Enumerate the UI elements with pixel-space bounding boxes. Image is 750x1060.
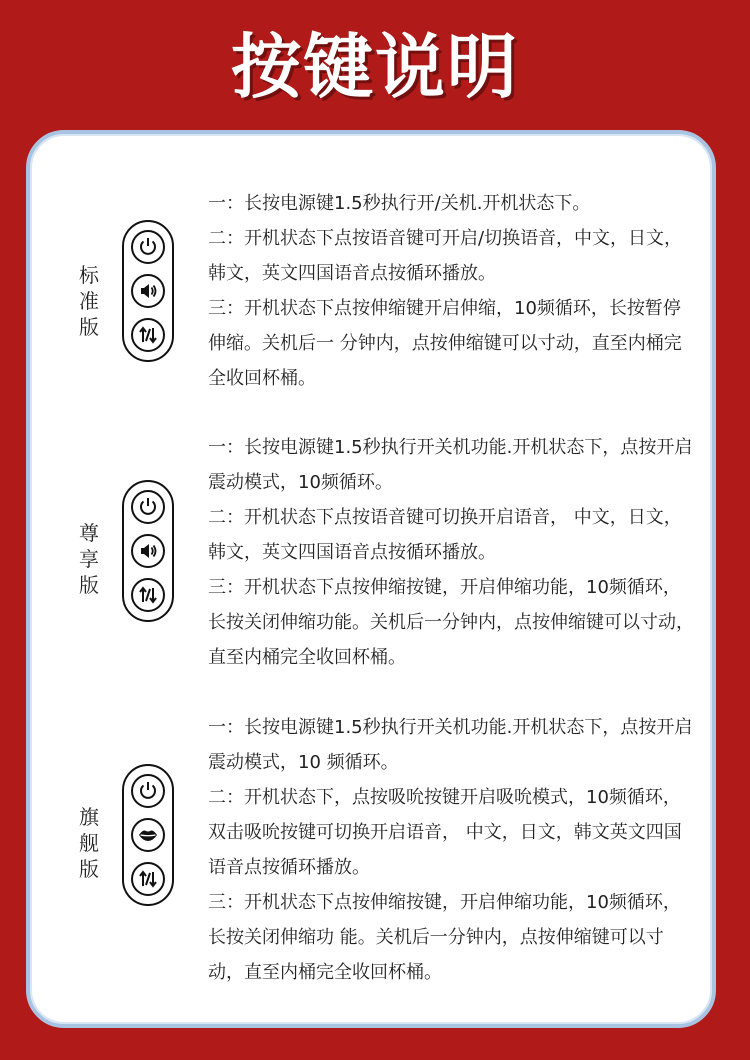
lips-icon (131, 818, 165, 852)
section-label: 旗舰版 (79, 805, 99, 881)
instruction-line: 二：开机状态下，点按吸吮按键开启吸吮模式，10频循环，双击吸吮按键可切换开启语音， 中文，日文，韩文英文四国语音点按循环播放。 (208, 787, 682, 878)
section-label: 标准版 (79, 263, 99, 339)
instruction-card (26, 130, 716, 1028)
power-icon (131, 490, 165, 524)
speaker-icon (131, 534, 165, 568)
instruction-line: 一：长按电源键1.5秒执行开/关机.开机状态下。 (208, 193, 591, 214)
section-text (208, 430, 694, 675)
telescopic-icon (131, 862, 165, 896)
telescopic-icon (131, 578, 165, 612)
speaker-icon (131, 274, 165, 308)
page-title: 按键说明 (231, 26, 519, 108)
instruction-line: 二：开机状态下点按语音键可开启/切换语音，中文，日文，韩文，英文四国语音点按循环播放。 (208, 228, 683, 284)
instruction-line: 二：开机状态下点按语音键可切换开启语音， 中文，日文，韩文，英文四国语音点按循环播放。 (208, 507, 682, 563)
power-icon (131, 230, 165, 264)
button-panel (122, 480, 174, 622)
section-text (208, 186, 694, 396)
power-icon (131, 774, 165, 808)
instruction-line: 三：开机状态下点按伸缩按键，开启伸缩功能，10频循环，长按关闭伸缩功能。关机后一分钟内，点按伸缩键可以寸动，直至内桶完全收回杯桶。 (208, 577, 694, 668)
instruction-line: 三：开机状态下点按伸缩键开启伸缩，10频循环，长按暂停伸缩。关机后一 分钟内，点按伸缩键可以寸动，直至内桶完全收回杯桶。 (208, 298, 682, 389)
button-panel (122, 764, 174, 906)
button-panel (122, 220, 174, 362)
telescopic-icon (131, 318, 165, 352)
section-text (208, 710, 694, 990)
section-label: 尊享版 (79, 521, 99, 597)
instruction-line: 一：长按电源键1.5秒执行开关机功能.开机状态下，点按开启震动模式，10频循环。 (208, 437, 693, 493)
instruction-line: 三：开机状态下点按伸缩按键，开启伸缩功能，10频循环，长按关闭伸缩功 能。关机后一分钟内，点按伸缩键可以寸动，直至内桶完全收回杯桶。 (208, 892, 681, 983)
instruction-line: 一：长按电源键1.5秒执行开关机功能.开机状态下，点按开启震动模式，10 频循环。 (208, 717, 693, 773)
